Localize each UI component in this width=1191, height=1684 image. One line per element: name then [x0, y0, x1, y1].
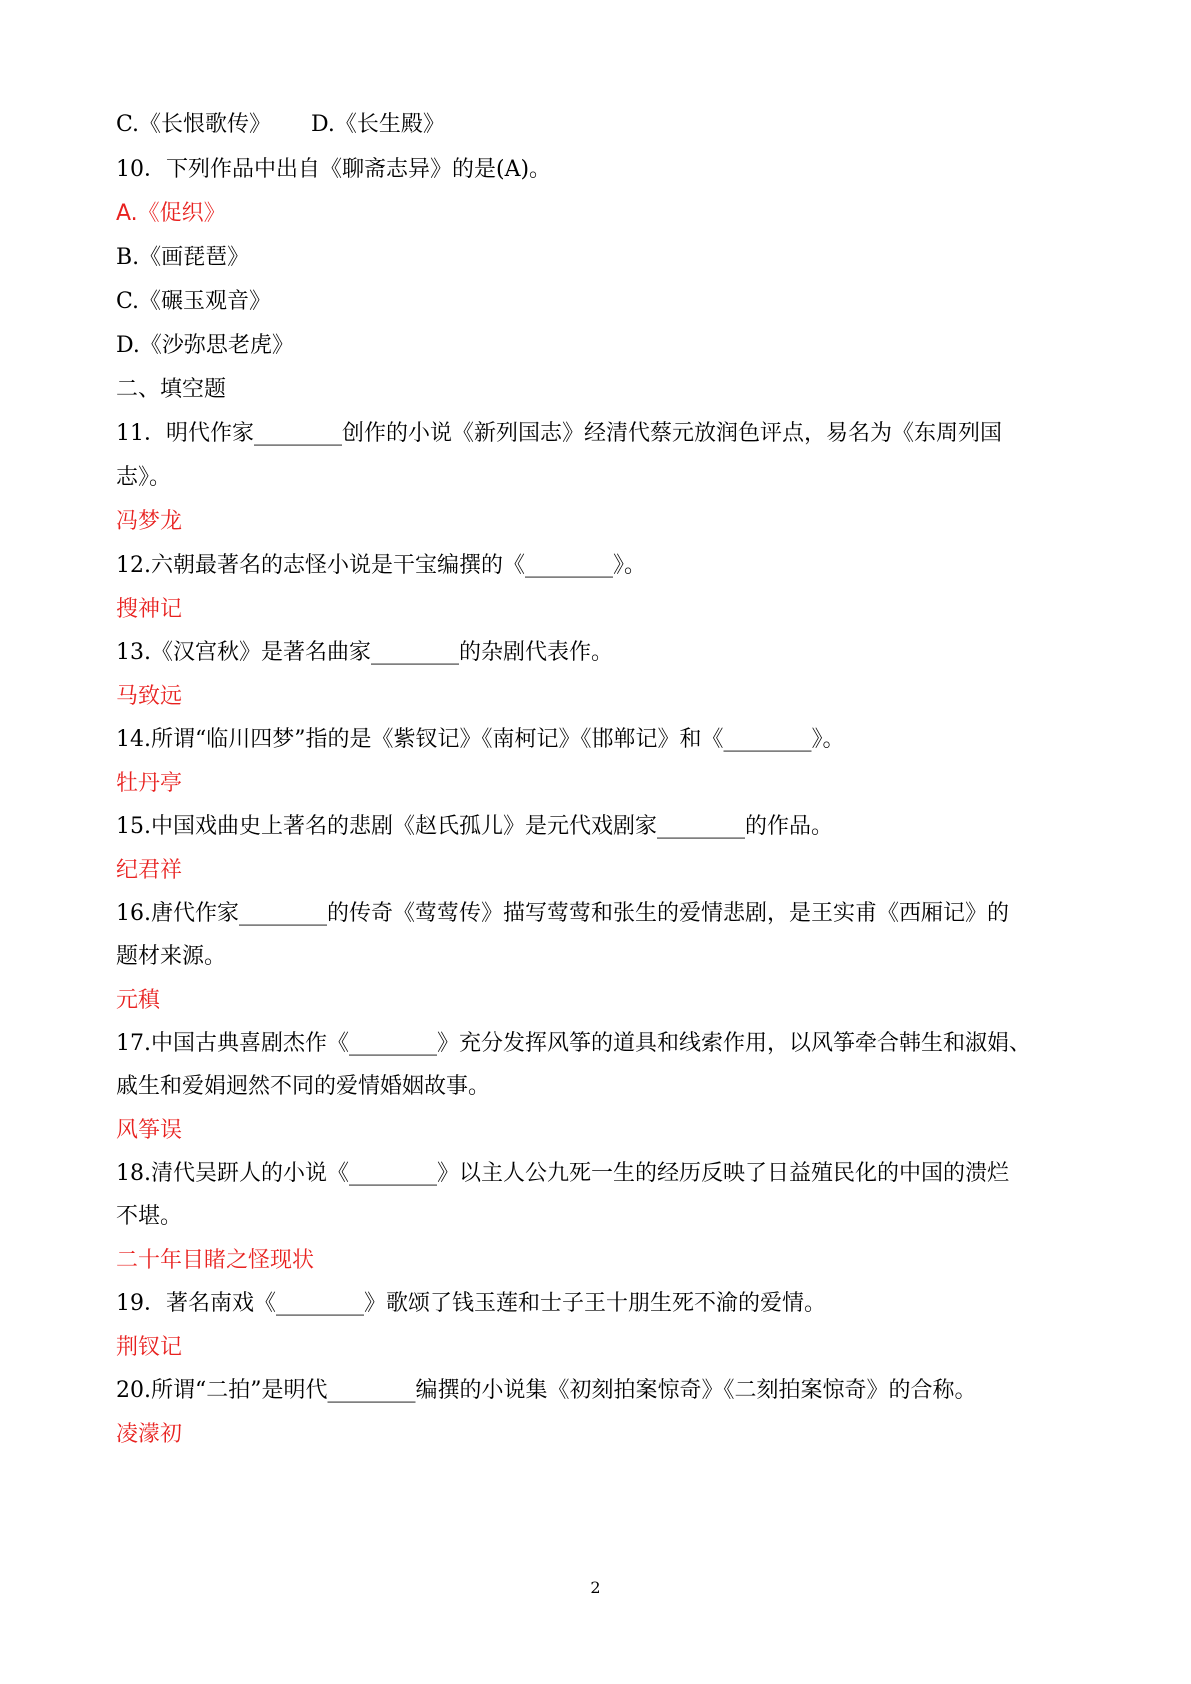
answer-19: 荆钗记 — [116, 1335, 183, 1360]
answer-15: 纪君祥 — [116, 858, 183, 883]
option-b: B.《画琵琶》 — [116, 245, 250, 270]
question-14: 14.所谓“临川四梦”指的是《紫钗记》《南柯记》《邯郸记》和《________》。 — [116, 727, 845, 752]
option-a-correct: A.《促织》 — [116, 201, 226, 226]
question-17-line1: 17.中国古典喜剧杰作《________》充分发挥风筝的道具和线索作用，以风筝牵合韩生和淑娟、 — [116, 1031, 1031, 1056]
question-11-line2: 志》。 — [116, 465, 172, 490]
answer-11: 冯梦龙 — [116, 509, 183, 534]
option-c: C.《碾玉观音》 — [116, 289, 272, 314]
answer-16: 元稹 — [116, 988, 161, 1013]
question-13: 13.《汉宫秋》是著名曲家________的杂剧代表作。 — [116, 640, 613, 665]
answer-14: 牡丹亭 — [116, 771, 183, 796]
option-d: D.《沙弥思老虎》 — [116, 333, 294, 358]
answer-20: 凌濛初 — [116, 1422, 183, 1447]
question-18-line2: 不堪。 — [116, 1204, 183, 1229]
option-d: D.《长生殿》 — [311, 112, 445, 137]
question-12: 12.六朝最著名的志怪小说是干宝编撰的《________》。 — [116, 553, 646, 578]
answer-13: 马致远 — [116, 684, 183, 709]
q9-options-cd — [116, 110, 1096, 140]
question-18-line1: 18.清代吴趼人的小说《________》以主人公九死一生的经历反映了日益殖民化的中国的溃烂 — [116, 1161, 1009, 1186]
question-11-line1: 11．明代作家________创作的小说《新列国志》经清代蔡元放润色评点，易名为《东周列国 — [116, 421, 1002, 446]
question-15: 15.中国戏曲史上著名的悲剧《赵氏孤儿》是元代戏剧家________的作品。 — [116, 814, 833, 839]
question-19: 19．著名南戏《________》歌颂了钱玉莲和士子王十朋生死不渝的爱情。 — [116, 1291, 826, 1316]
section-heading: 二、填空题 — [116, 377, 227, 402]
question-16-line2: 题材来源。 — [116, 944, 227, 969]
answer-17: 风筝误 — [116, 1118, 183, 1143]
question-16-line1: 16.唐代作家________的传奇《莺莺传》描写莺莺和张生的爱情悲剧，是王实甫《西厢记》的 — [116, 901, 1009, 926]
question-20: 20.所谓“二拍”是明代________编撰的小说集《初刻拍案惊奇》《二刻拍案惊奇》的合称。 — [116, 1378, 977, 1403]
question-10: 10．下列作品中出自《聊斋志异》的是(A)。 — [116, 157, 552, 182]
option-c: C.《长恨歌传》 — [116, 112, 272, 137]
answer-18: 二十年目睹之怪现状 — [116, 1248, 315, 1273]
answer-12: 搜神记 — [116, 597, 183, 622]
question-17-line2: 戚生和爱娟迥然不同的爱情婚姻故事。 — [116, 1074, 491, 1099]
page-number: 2 — [590, 1578, 601, 1597]
